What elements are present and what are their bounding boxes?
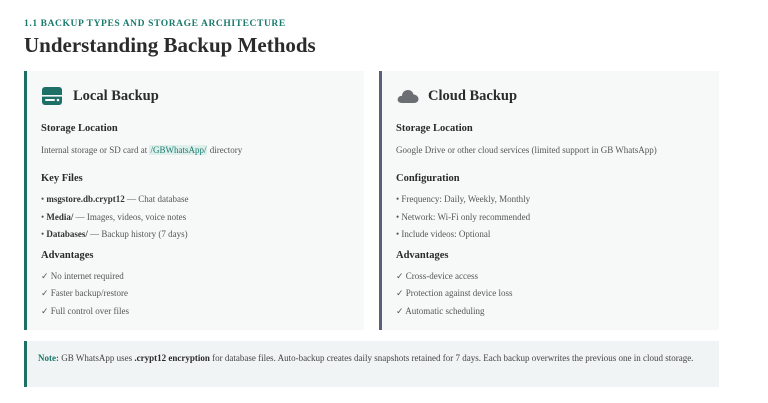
cloud-storage-text: Google Drive or other cloud services (limited support in GB WhatsApp)	[396, 145, 657, 155]
local-backup-card	[24, 71, 364, 330]
list-item: • Include videos: Optional	[396, 229, 491, 239]
list-item: • Media/ — Images, videos, voice notes	[41, 211, 187, 222]
section-kicker: 1.1 BACKUP TYPES AND STORAGE ARCHITECTURE	[24, 19, 286, 29]
cloud-backup-card	[379, 71, 719, 330]
list-item: • Databases/ — Backup history (7 days)	[41, 229, 188, 239]
cloud-advantages-heading: Advantages	[396, 249, 449, 261]
note-callout: Note: GB WhatsApp uses .crypt12 encryption for database files. Auto-backup creates daily snapshots retained for 7 days. Each backup overwrites the previous one in cloud storage.	[24, 341, 719, 387]
storage-path: /GBWhatsApp/	[150, 145, 207, 155]
local-advantages-heading: Advantages	[41, 249, 94, 261]
list-item: ✓ Automatic scheduling	[396, 305, 485, 316]
list-item: • Frequency: Daily, Weekly, Monthly	[396, 194, 531, 204]
list-item: • Network: Wi-Fi only recommended	[396, 211, 531, 222]
list-item: ✓ Cross-device access	[396, 270, 479, 281]
list-item: • msgstore.db.crypt12 — Chat database	[41, 194, 189, 204]
key-files-heading: Key Files	[41, 173, 83, 184]
configuration-heading: Configuration	[396, 173, 460, 184]
local-storage-text: Internal storage or SD card at /GBWhatsApp/ directory	[41, 145, 243, 155]
cloud-backup-title: Cloud Backup	[428, 87, 518, 104]
note-label: Note:	[38, 353, 59, 363]
cloud-storage-heading: Storage Location	[396, 123, 473, 134]
list-item: ✓ Faster backup/restore	[41, 288, 129, 298]
page-title: Understanding Backup Methods	[24, 33, 316, 57]
local-backup-title: Local Backup	[73, 87, 159, 104]
list-item: ✓ Full control over files	[41, 305, 130, 316]
list-item: ✓ No internet required	[41, 270, 124, 281]
list-item: ✓ Protection against device loss	[396, 288, 513, 298]
cloud-icon	[396, 85, 418, 107]
drive-icon	[41, 85, 63, 107]
local-storage-heading: Storage Location	[41, 123, 118, 134]
note-emphasis: .crypt12 encryption	[134, 353, 210, 363]
